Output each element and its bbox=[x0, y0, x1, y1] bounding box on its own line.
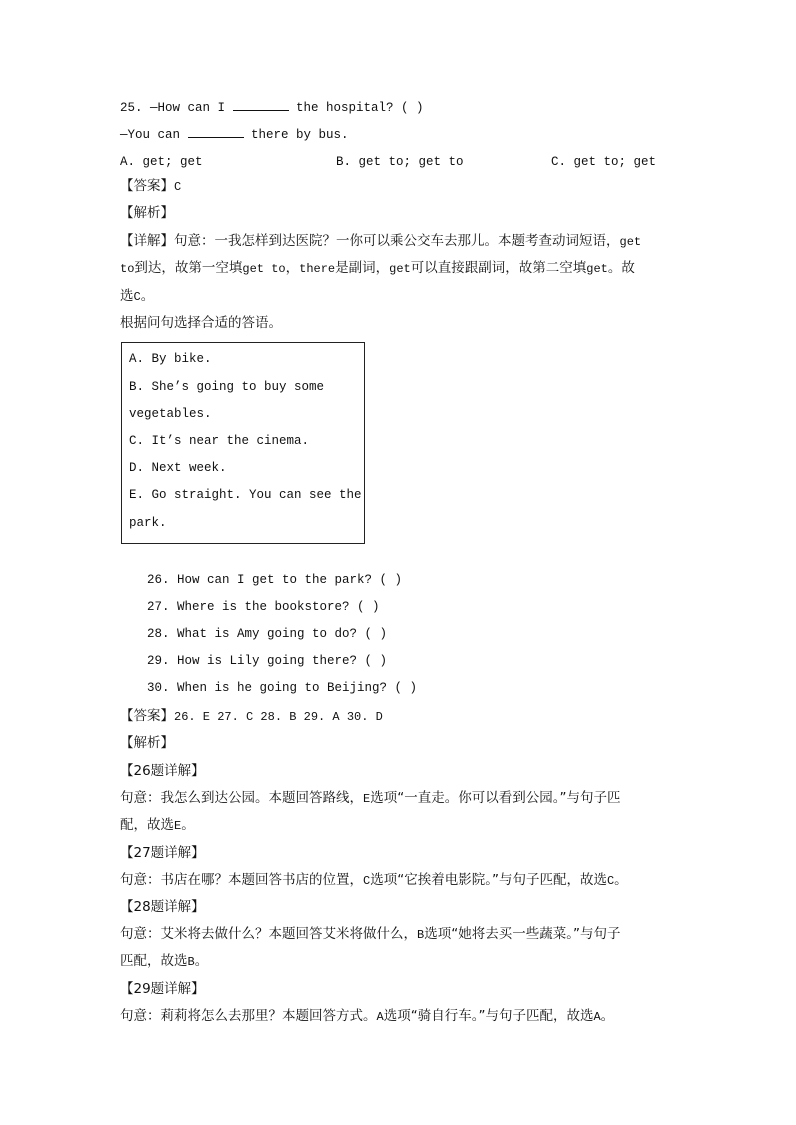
explanation-text: B bbox=[187, 955, 195, 969]
q25-text: —You can bbox=[120, 128, 188, 142]
detail-text: 到达，故第一空填 bbox=[134, 260, 243, 276]
explanation-text: 选项“她将去买一些蔬菜。”与句子 bbox=[424, 926, 621, 942]
question-30: 30. When is he going to Beijing? ( ) bbox=[147, 681, 418, 695]
detail-text: there bbox=[299, 262, 336, 276]
explanation-text: E bbox=[363, 792, 371, 806]
detail-text: 选 bbox=[120, 288, 134, 304]
explanation-text: 句意：艾米将去做什么？本题回答艾米将做什么， bbox=[120, 926, 417, 942]
detail-label: 【详解】 bbox=[120, 233, 174, 249]
question-28: 28. What is Amy going to do? ( ) bbox=[147, 627, 388, 641]
explanation-text: 句意：书店在哪？本题回答书店的位置， bbox=[120, 872, 363, 888]
explanation-text: 选项“骑自行车。”与句子匹配，故选 bbox=[383, 1008, 594, 1024]
section-27-line-1 bbox=[120, 870, 628, 891]
explanation-text: A bbox=[593, 1010, 601, 1024]
detail-text: 句意：一我怎样到达医院？一你可以乘公交车去那儿。本题考查动词短语， bbox=[174, 233, 620, 249]
detail-text: get bbox=[619, 235, 642, 249]
explanation-text: 。 bbox=[600, 1008, 615, 1024]
q25-text: the hospital? ( ) bbox=[288, 101, 424, 115]
answer-label: 【答案】 bbox=[120, 178, 174, 194]
detail-text: to bbox=[120, 262, 135, 276]
section-heading-26: 【26题详解】 bbox=[120, 763, 205, 779]
question-27: 27. Where is the bookstore? ( ) bbox=[147, 600, 380, 614]
answer-label: 【答案】 bbox=[120, 708, 174, 724]
box-option: C. It’s near the cinema. bbox=[129, 434, 310, 448]
box-option: B. She’s going to buy some bbox=[129, 380, 325, 394]
q25-text: there by bus. bbox=[243, 128, 349, 142]
explanation-text: 。 bbox=[181, 817, 195, 833]
box-option: E. Go straight. You can see the bbox=[129, 488, 362, 502]
box-option: A. By bike. bbox=[129, 352, 212, 366]
section-28-line-2 bbox=[120, 951, 208, 972]
box-option: vegetables. bbox=[129, 407, 212, 421]
section-29-line-1 bbox=[120, 1006, 614, 1027]
section-heading-28: 【28题详解】 bbox=[120, 899, 205, 915]
explanation-text: A bbox=[376, 1010, 384, 1024]
section-heading-27: 【27题详解】 bbox=[120, 845, 205, 861]
q25-option-a: A. get; get bbox=[120, 155, 203, 169]
answer-blank bbox=[188, 124, 244, 138]
detail-text: get bbox=[389, 262, 411, 276]
detail-text: ， bbox=[285, 260, 300, 276]
section-28-line-1 bbox=[120, 924, 620, 945]
analysis-label: 【解析】 bbox=[120, 205, 174, 221]
answer-value: 26. E 27. C 28. B 29. A 30. D bbox=[174, 710, 383, 724]
detail-line-3 bbox=[120, 286, 154, 307]
section-26-line-2 bbox=[120, 815, 195, 836]
explanation-text: 句意：我怎么到达公园。本题回答路线， bbox=[120, 790, 363, 806]
explanation-text: 。 bbox=[194, 953, 209, 969]
explanation-text: 句意：莉莉将怎么去那里？本题回答方式。 bbox=[120, 1008, 377, 1024]
explanation-text: 配，故选 bbox=[120, 817, 174, 833]
answer-blank bbox=[233, 97, 289, 111]
explanation-text: E bbox=[174, 819, 182, 833]
q25-line2 bbox=[120, 124, 349, 145]
detail-text: 是副词， bbox=[335, 260, 390, 276]
answer-value: C bbox=[174, 180, 182, 194]
detail-text: C bbox=[133, 290, 141, 304]
box-option: D. Next week. bbox=[129, 461, 227, 475]
q25-option-c: C. get to; get bbox=[551, 155, 657, 169]
section-heading-29: 【29题详解】 bbox=[120, 981, 205, 997]
question-29: 29. How is Lily going there? ( ) bbox=[147, 654, 388, 668]
analysis-label: 【解析】 bbox=[120, 735, 174, 751]
explanation-text: 。 bbox=[614, 872, 628, 888]
detail-text: get bbox=[586, 262, 608, 276]
instruction: 根据问句选择合适的答语。 bbox=[120, 315, 282, 331]
q25-text: 25. —How can I bbox=[120, 101, 233, 115]
q25-answer bbox=[120, 176, 181, 197]
explanation-text: 匹配，故选 bbox=[120, 953, 188, 969]
question-26: 26. How can I get to the park? ( ) bbox=[147, 573, 403, 587]
q25-line1 bbox=[120, 97, 424, 118]
detail-text: 可以直接跟副词，故第二空填 bbox=[410, 260, 587, 276]
explanation-text: C bbox=[363, 874, 371, 888]
detail-line-2 bbox=[120, 258, 635, 279]
explanation-text: 选项“一直走。你可以看到公园。”与句子匹 bbox=[370, 790, 621, 806]
q25-option-b: B. get to; get to bbox=[336, 155, 464, 169]
answers-26-30 bbox=[120, 706, 383, 727]
options-box bbox=[121, 342, 365, 544]
detail-text: get to bbox=[242, 262, 286, 276]
section-26-line-1 bbox=[120, 788, 620, 809]
explanation-text: C bbox=[606, 874, 615, 888]
detail-line-1 bbox=[120, 231, 641, 252]
detail-text: 。 bbox=[140, 288, 155, 304]
box-option: park. bbox=[129, 516, 167, 530]
explanation-text: B bbox=[417, 928, 425, 942]
detail-text: 。故 bbox=[607, 260, 635, 276]
explanation-text: 选项“它挨着电影院。”与句子匹配，故选 bbox=[370, 872, 607, 888]
